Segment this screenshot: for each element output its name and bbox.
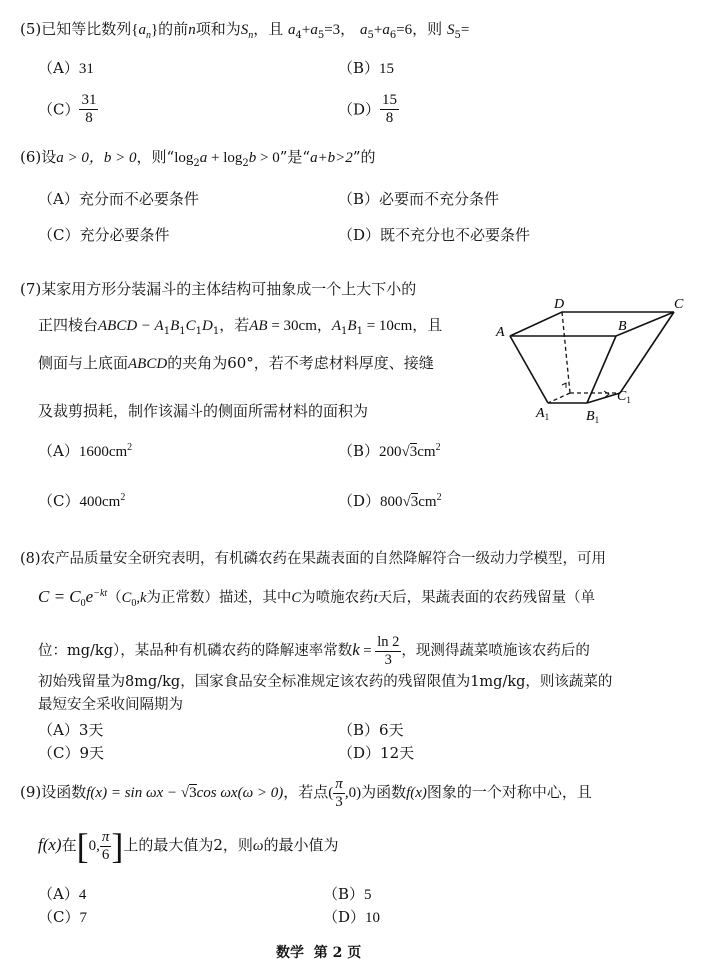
q7-stem-line2: 正四棱台ABCD − $A_1B_1C_1D_1$，若AB = 30cm，$A_1B_1 = 10cm$，且 xyxy=(38,316,443,337)
q8-stem-line4: 初始残留量为8mg/kg，国家食品安全标准规定该农药的残留限值为1mg/kg，则该蔬菜的 xyxy=(38,674,613,690)
q6-option-b[interactable]: （B）必要而不充分条件 xyxy=(338,190,500,208)
label-a: A xyxy=(496,325,505,340)
q8-option-b[interactable]: （B）6天 xyxy=(338,721,404,739)
edge-dd1-hidden xyxy=(562,312,570,393)
q7-stem-line4: 及裁剪损耗，制作该漏斗的侧面所需材料的面积为 xyxy=(38,402,369,420)
q9-option-b[interactable]: （B）5 xyxy=(323,885,372,903)
q9-stem-line1: (9)设函数f(x) = sin ωx − √3cos ωx(ω > 0)，若点( $\frac{\pi}{3}$ ,0)为函数f(x)图象的一个对称中心，且 xyxy=(20,775,592,810)
q6-stem: (6)设a > 0，b > 0，则“$\log_2a + \log_2b > 0$”是“a+b>2”的 xyxy=(20,148,376,169)
q8-option-d[interactable]: （D）12天 xyxy=(338,744,415,762)
q5-option-b[interactable]: （B）15 xyxy=(338,59,395,77)
q5-option-a[interactable]: （A）31 xyxy=(38,59,94,77)
q9-option-d[interactable]: （D）10 xyxy=(323,908,381,926)
q9-stem-line2: f(x)在[0, $\frac{\pi}{6}$ ]上的最大值为2，则ω的最小值为 xyxy=(38,826,339,866)
q8-option-c[interactable]: （C）9天 xyxy=(38,744,105,762)
label-b: B xyxy=(618,319,627,334)
q7-option-a[interactable]: $(A)1600cm^2$ xyxy=(38,442,133,460)
q6-option-c[interactable]: （C）充分必要条件 xyxy=(38,226,170,244)
q7-option-c[interactable]: $(C)400cm^2$ xyxy=(38,492,126,510)
label-d: D xyxy=(554,297,565,312)
frustum-figure xyxy=(492,290,692,430)
q7-stem-line1: (7)某家用方形分装漏斗的主体结构可抽象成一个上大下小的 xyxy=(20,280,417,298)
q9-option-a[interactable]: （A）4 xyxy=(38,885,87,903)
label-c1: $C_1$ xyxy=(617,389,631,405)
q5-stem: (5)已知等比数列$\{a_n\}$的前n项和为$S_n$，且 $a_4+a_5=3$， $a_5+a_6=6$，则 $S_5=$ xyxy=(20,20,470,41)
q6-option-d[interactable]: （D）既不充分也不必要条件 xyxy=(338,226,531,244)
q8-stem-line2: $C = C_0e^{-kt}(C_0,k$为正常数）描述，其中C为喷施农药t天后，果蔬表面的农药残留量（单 xyxy=(38,587,596,609)
top-face xyxy=(510,312,674,336)
label-c: C xyxy=(674,297,684,312)
label-b1: $B_1$ xyxy=(586,409,600,425)
q7-stem-line3: 侧面与上底面ABCD的夹角为60°，若不考虑材料厚度、接缝 xyxy=(38,354,434,372)
q8-stem-line5: 最短安全采收间隔期为 xyxy=(38,697,183,713)
q8-stem-line1: (8)农产品质量安全研究表明，有机磷农药在果蔬表面的自然降解符合一级动力学模型，可用 xyxy=(20,551,607,567)
edge-aa1 xyxy=(510,336,548,403)
edge-a1d1-hidden xyxy=(548,393,570,403)
q8-stem-line3: 位：mg/kg），某品种有机磷农药的降解速率常数k = $\frac{\ln 2}{3}$ ，现测得蔬菜喷施该农药后的 xyxy=(38,633,590,668)
edge-cc1 xyxy=(620,312,674,393)
q5-option-d[interactable]: （D） $\frac{15}{8}$ xyxy=(338,92,398,126)
q5-option-c[interactable]: （C） $\frac{31}{8}$ xyxy=(38,92,97,126)
page-footer: 数学 第 2 页 xyxy=(276,945,362,961)
q9-option-c[interactable]: （C）7 xyxy=(38,908,87,926)
edge-b1c1 xyxy=(587,393,620,403)
q8-option-a[interactable]: （A）3天 xyxy=(38,721,104,739)
q6-option-a[interactable]: （A）充分而不必要条件 xyxy=(38,190,199,208)
q7-option-b[interactable]: $(B)200√3cm^2$ xyxy=(338,442,441,460)
q7-option-d[interactable]: $(D)800√3cm^2$ xyxy=(338,492,442,510)
label-a1: $A_1$ xyxy=(536,406,550,422)
right-angle-mark xyxy=(562,383,566,388)
